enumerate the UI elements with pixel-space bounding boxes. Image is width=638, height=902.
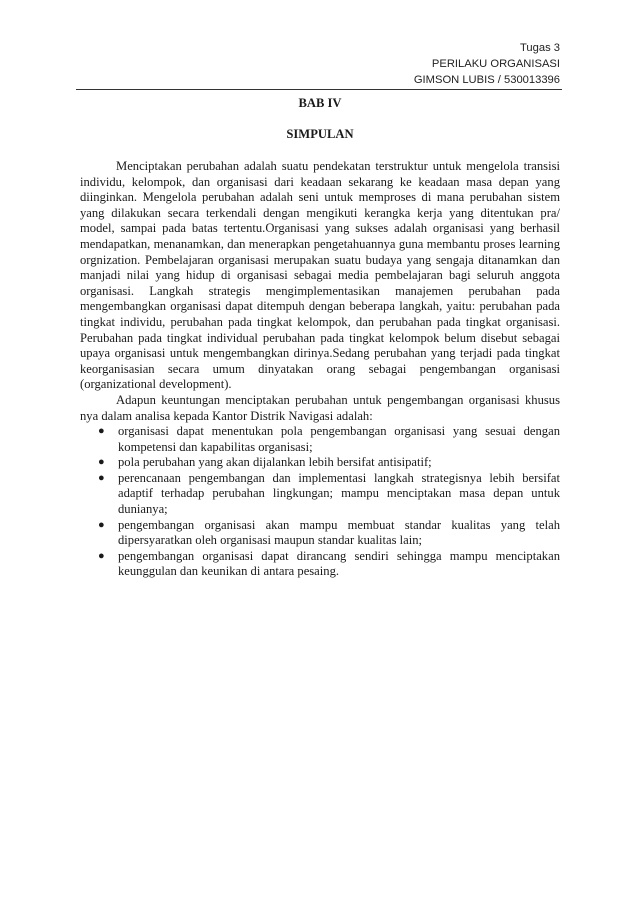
page-header	[414, 40, 560, 88]
paragraph-1: Menciptakan perubahan adalah suatu pendekatan terstruktur untuk mengelola transisi individu, kelompok, dan organisasi dari keadaan sekarang ke keadaan masa depan yang diinginkan. Mengelola perubahan adalah seni untuk memproses di mana perubahan sistem yang dilakukan secara terkendali dengan mengikuti kerangka kerja yang ditentukan pra/ model, sampai pada batas tertentu.Organisasi yang sukses adalah organisasi yang berhasil mendapatkan, menanamkan, dan menerapkan pengetahuannya guna membantu proses learning orgnization. Pembelajaran organisasi merupakan suatu budaya yang sengaja ditanamkan dan manjadi nilai yang hidup di organisasi sebagai media pembelajaran bagi seluruh anggota organisasi. Langkah strategis mengimplementasikan manajemen perubahan pada mengembangkan organisasi dapat ditempuh dengan beberapa langkah, yaitu: perubahan pada tingkat individu, perubahan pada tingkat kelompok, dan perubahan pada tingkat organisasi. Perubahan pada tingkat individual perubahan pada tingkat kelompok belum disebut sebagai upaya organisasi untuk mengembangkan dirinya.Sedang perubahan yang terjadi pada tingkat keorganisasian secara umum dinyatakan orang sebagai pengembangan organisasi (organizational development).	[80, 159, 560, 392]
list-item-text: pengembangan organisasi dapat dirancang sendiri sehingga mampu menciptakan keunggulan dan keunikan di antara pesaing.	[118, 548, 560, 579]
header-author: GIMSON LUBIS / 530013396	[413, 74, 560, 86]
list-item	[80, 455, 560, 471]
paragraph-2: Adapun keuntungan menciptakan perubahan untuk pengembangan organisasi khusus nya dalam analisa kepada Kantor Distrik Navigasi adalah:	[80, 392, 560, 423]
bullet-icon: ●	[98, 518, 105, 531]
header-assignment: Tugas 3	[519, 42, 560, 54]
chapter-heading: BAB IV	[298, 96, 342, 110]
bullet-icon: ●	[98, 471, 105, 484]
list-item-text: perencanaan pengembangan dan implementasi langkah strategisnya lebih bersifat adaptif terhadap perubahan lingkungan; mampu menciptakan masa depan untuk dunianya;	[118, 470, 560, 517]
section-title: SIMPULAN	[286, 127, 354, 141]
list-item-text: pola perubahan yang akan dijalankan lebih bersifat antisipatif;	[118, 455, 432, 470]
list-item-text: pengembangan organisasi akan mampu membuat standar kualitas yang telah dipersyaratkan oleh organisasi maupun standar kualitas lain;	[118, 517, 560, 548]
bullet-icon: ●	[98, 456, 105, 469]
list-item	[80, 518, 560, 549]
benefits-list	[80, 424, 560, 580]
header-divider	[76, 89, 562, 90]
bullet-icon: ●	[98, 549, 105, 562]
header-course: PERILAKU ORGANISASI	[431, 58, 560, 70]
list-item	[80, 549, 560, 580]
list-item	[80, 424, 560, 455]
document-body	[80, 96, 560, 580]
list-item-text: organisasi dapat menentukan pola pengembangan organisasi yang sesuai dengan kompetensi dan kapabilitas organisasi;	[118, 424, 560, 454]
list-item	[80, 471, 560, 518]
bullet-icon: ●	[98, 425, 105, 438]
